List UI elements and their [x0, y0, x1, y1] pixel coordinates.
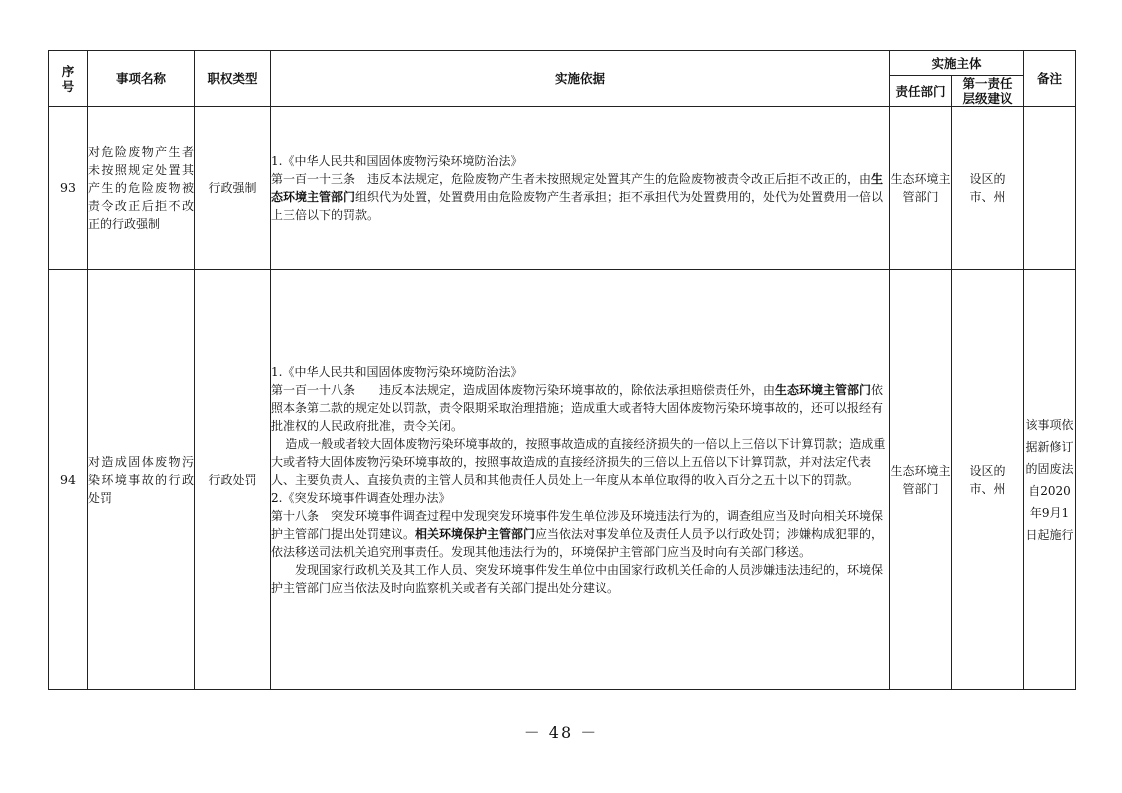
row-power-type: 行政强制: [195, 107, 271, 270]
basis-bold-text: 相关环境保护主管部门: [415, 526, 536, 541]
basis-bold-text: 生态环境主管部门: [775, 382, 872, 397]
row-remark: 该事项依据新修订的固废法自2020年9月1日起施行: [1024, 270, 1076, 690]
basis-article: 第十八条 突发环境事件调查过程中发现突发环境事件发生单位涉及环境违法行为的，调查组应当及时向相关环境保护主管部门提出处罚建议。相关环境保护主管部门应当依法对事发单位及责任人员予以行政处罚；涉嫌构成犯罪的，依法移送司法机关追究刑事责任。发现其他违法行为的，环境保护主管部门应当及时向有关部门移送。: [271, 508, 884, 559]
header-remark: 备注: [1024, 51, 1076, 107]
row-level: 设区的市、州: [952, 270, 1024, 690]
basis-law-title: 1.《中华人民共和国固体废物污染环境防治法》: [271, 364, 523, 379]
basis-article: 第一百一十八条 违反本法规定，造成固体废物污染环境事故的，除依法承担赔偿责任外，由生态环境主管部门依照本条第二款的规定处以罚款，责令限期采取治理措施；造成重大或者特大固体废物污染环境事故的，还可以报经有批准权的人民政府批准，责令关闭。: [271, 382, 884, 433]
row-power-type: 行政处罚: [195, 270, 271, 690]
row-seq: 93: [49, 107, 88, 270]
page-number: － 48 －: [523, 723, 599, 742]
row-level: 设区的市、州: [952, 107, 1024, 270]
header-power-type: 职权类型: [195, 51, 271, 107]
row-basis: [271, 270, 890, 690]
header-level: 第一责任层级建议: [952, 76, 1024, 107]
basis-article: 第一百一十三条 违反本法规定，危险废物产生者未按照规定处置其产生的危险废物被责令改正后拒不改正的，由生态环境主管部门组织代为处置，处置费用由危险废物产生者承担；拒不承担代为处置费用的，处代为处置费用一倍以上三倍以下的罚款。: [271, 172, 884, 222]
header-basis: 实施依据: [271, 51, 890, 107]
row-item-name: 对造成固体废物污染环境事故的行政处罚: [88, 270, 195, 690]
basis-law-title: 1.《中华人民共和国固体废物污染环境防治法》: [271, 154, 523, 168]
row-dept: 生态环境主管部门: [890, 107, 952, 270]
header-dept: 责任部门: [890, 76, 952, 107]
basis-paragraph: 造成一般或者较大固体废物污染环境事故的，按照事故造成的直接经济损失的一倍以上三倍以下计算罚款；造成重大或者特大固体废物污染环境事故的，按照事故造成的直接经济损失的三倍以上五倍以下计算罚款，并对法定代表人、主要负责人、直接负责的主管人员和其他责任人员处上一年度从本单位取得的收入百分之五十以下的罚款。: [271, 436, 886, 487]
row-item-name: 对危险废物产生者未按照规定处置其产生的危险废物被责令改正后拒不改正的行政强制: [88, 107, 195, 270]
basis-paragraph: 发现国家行政机关及其工作人员、突发环境事件发生单位中由国家行政机关任命的人员涉嫌违法违纪的，环境保护主管部门应当依法及时向监察机关或者有关部门提出处分建议。: [271, 562, 884, 595]
row-seq: 94: [49, 270, 88, 690]
basis-law-title: 2.《突发环境事件调查处理办法》: [271, 490, 451, 505]
table-row: [49, 107, 1076, 270]
header-seq: 序号: [49, 51, 88, 107]
header-subject: 实施主体: [890, 51, 1024, 76]
row-remark: [1024, 107, 1076, 270]
table-row: [49, 270, 1076, 690]
header-item-name: 事项名称: [88, 51, 195, 107]
row-basis: [271, 107, 890, 270]
authority-table: [48, 50, 1076, 690]
row-dept: 生态环境主管部门: [890, 270, 952, 690]
basis-bold-text: 生态环境主管部门: [271, 172, 884, 204]
